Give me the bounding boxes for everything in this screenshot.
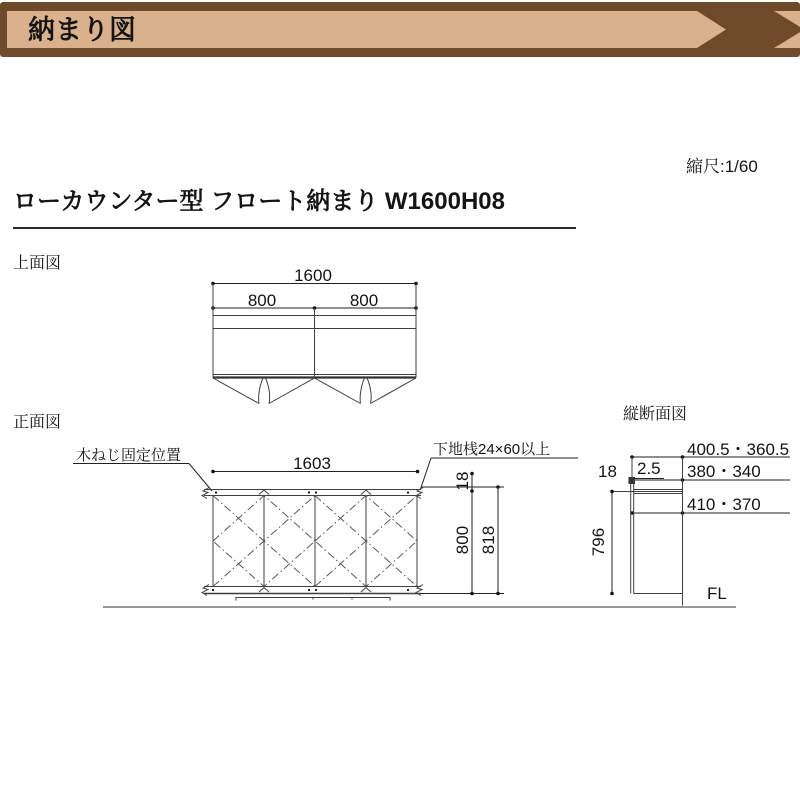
front-view — [13, 413, 578, 601]
screw-marks-bottom — [212, 588, 409, 593]
dim-800-right: 800 — [349, 291, 379, 310]
rail-note-leader — [421, 458, 432, 489]
section-view — [589, 405, 790, 606]
dim-2-5: 2.5 — [637, 459, 661, 478]
dim-18-front: 18 — [453, 471, 472, 491]
floor-level-label: FL — [707, 584, 727, 603]
rail-note: 下地桟24×60以上 — [433, 441, 551, 458]
dim-800-left: 800 — [247, 291, 277, 310]
screw-note: 木ねじ固定位置 — [76, 447, 182, 464]
section-view-label: 縦断面図 — [623, 406, 688, 423]
top-view — [13, 254, 418, 404]
scale-note: 縮尺:1/60 — [686, 157, 758, 176]
front-view-label: 正面図 — [13, 414, 62, 431]
dim-1600: 1600 — [294, 266, 332, 285]
dim-800-height: 800 — [453, 525, 472, 555]
page-title: 納まり図 — [28, 15, 136, 45]
title-block — [13, 157, 758, 228]
door-swing-symbols — [213, 378, 416, 404]
dim-depth-mid: 380・340 — [687, 462, 761, 481]
header-banner — [0, 2, 800, 57]
product-title: ローカウンター型 フロート納まり W1600H08 — [13, 188, 505, 215]
dim-818-height: 818 — [479, 525, 498, 555]
dim-1603: 1603 — [293, 454, 331, 473]
dim-796: 796 — [589, 527, 608, 557]
dim-18-section: 18 — [598, 462, 617, 481]
dim-depth-top: 400.5・360.5 — [687, 440, 790, 459]
screw-note-leader — [189, 464, 212, 492]
screw-marks-top — [215, 490, 409, 495]
dim-depth-bottom: 410・370 — [687, 495, 761, 514]
front-height-dimensions — [421, 472, 504, 596]
top-view-label: 上面図 — [13, 255, 62, 272]
